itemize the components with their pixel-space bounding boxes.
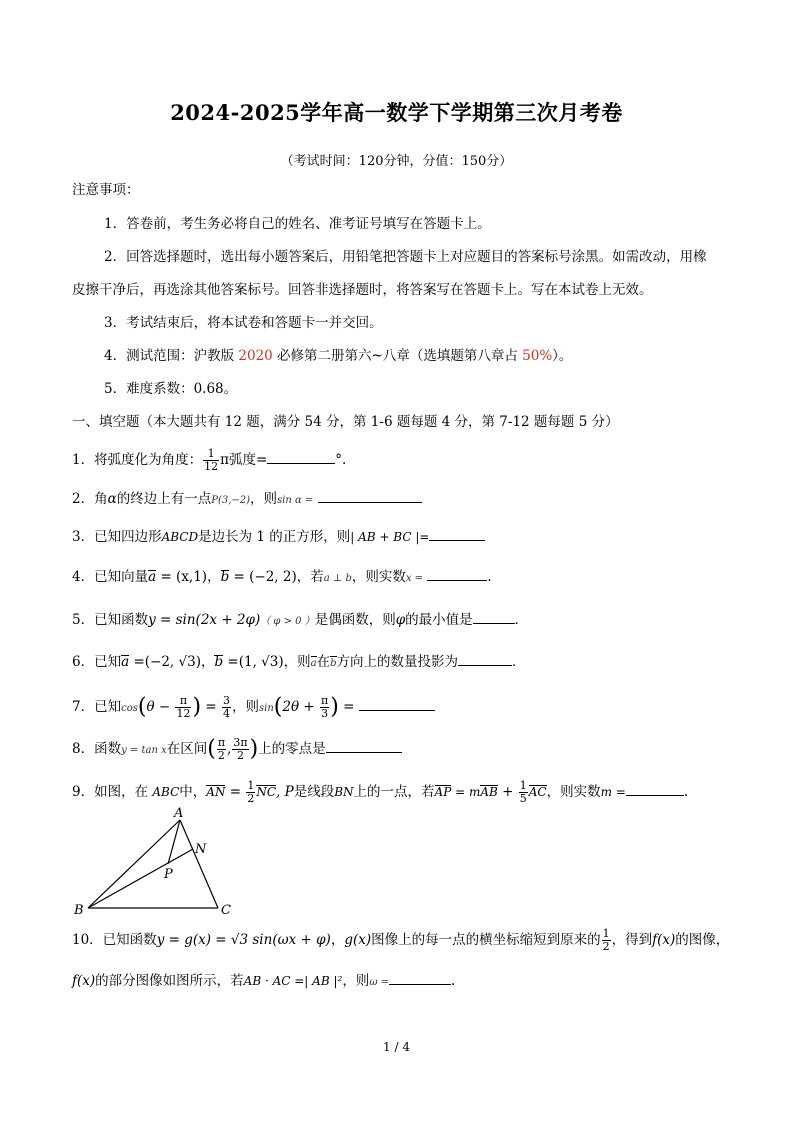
answer-blank-10[interactable] <box>389 970 451 985</box>
triangle-figure <box>70 805 240 920</box>
label-b: B <box>74 903 84 918</box>
edge-ac <box>180 820 218 908</box>
question-2: 2．角α的终边上有一点P(3,−2)，则sin α = <box>72 488 422 511</box>
answer-blank-2[interactable] <box>318 488 422 503</box>
answer-blank-4[interactable] <box>427 566 487 581</box>
section-heading: 一、填空题（本大题共有 12 题，满分 54 分，第 1-6 题每题 4 分，第 7-12 题每题 5 分） <box>72 414 619 430</box>
answer-blank-9[interactable] <box>626 781 684 796</box>
answer-blank-1[interactable] <box>267 449 335 464</box>
label-a: A <box>174 806 184 821</box>
question-9: 9．如图，在 ABC中，AN = $\frac{1}{2}$ NC, P是线段BN上的一点，若AP = mAB + $\frac{1}{5}$ AC，则实数m = . <box>72 779 689 805</box>
page-number: 1 / 4 <box>383 1040 410 1054</box>
label-c: C <box>221 903 231 918</box>
label-p: P <box>164 867 173 882</box>
answer-blank-3[interactable] <box>429 526 485 541</box>
note-item-2b: 皮擦干净后，再选涂其他答案标号。回答非选择题时，将答案写在答题卡上。写在本试卷上无效。 <box>72 282 653 298</box>
answer-blank-6[interactable] <box>458 651 512 666</box>
exam-info: （考试时间：120分钟，分值：150分） <box>280 154 513 169</box>
answer-blank-8[interactable] <box>326 738 402 753</box>
note-item-3: 3．考试结束后，将本试卷和答题卡一并交回。 <box>104 315 383 331</box>
question-3: 3．已知四边形ABCD是边长为 1 的正方形，则| AB + BC |= <box>72 526 485 547</box>
note-item-4: 4．测试范围：沪教版 2020 必修第二册第六~八章（选填题第八章占 50%）。 <box>104 348 573 364</box>
note-item-5: 5．难度系数：0.68。 <box>104 381 238 397</box>
notes-header: 注意事项： <box>72 182 140 198</box>
page-title: 2024-2025学年高一数学下学期第三次月考卷 <box>170 100 623 125</box>
question-4: 4．已知向量a = (x,1)，b = (−2, 2)，若a ⊥ b，则实数x = . <box>72 566 492 589</box>
question-6: 6．已知a =(−2, √3)，b =(1, √3)，则a在b方向上的数量投影为 ． <box>72 651 526 672</box>
answer-blank-5[interactable] <box>473 609 515 624</box>
question-10-line2: f(x)的部分图像如图所示，若AB · AC =| AB |²，则ω = . <box>72 970 455 993</box>
question-5: 5．已知函数y = sin(2x + 2φ)（ φ > 0 ）是偶函数，则φ的最小值是 ． <box>72 609 528 632</box>
label-n: N <box>195 842 207 857</box>
note-item-2a: 2．回答选择题时，选出每小题答案后，用铅笔把答题卡上对应题目的答案标号涂黑。如需改动，用橡 <box>104 249 707 265</box>
question-7: 7．已知cos(θ − $\frac{\pi}{12}$ ) = $\frac{3}{4}$ ，则sin(2θ + $\frac{\pi}{3}$ ) = <box>72 695 435 720</box>
question-8: 8．函数y = tan x在区间( $\frac{\pi}{2}$ , $\frac{3\pi}{2}$ )上的零点是 <box>72 737 402 762</box>
question-10-line1: 10．已知函数y = g(x) = √3 sin(ωx + φ)，g(x)图像上的每一点的横坐标缩短到原来的 $\frac{1}{2}$ ，得到f(x)的图像， <box>72 927 730 953</box>
question-1: 1．将弧度化为角度： $\frac{1}{12}$ π弧度= °. <box>72 447 347 473</box>
answer-blank-7[interactable] <box>359 696 435 711</box>
note-item-1: 1．答卷前，考生务必将自己的姓名、准考证号填写在答题卡上。 <box>104 216 491 232</box>
